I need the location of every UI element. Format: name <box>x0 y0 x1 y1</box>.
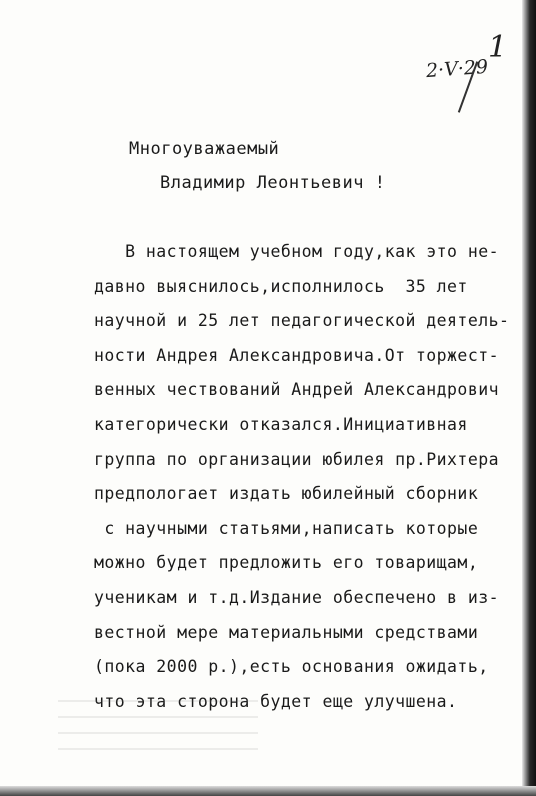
body-line: ученикам и т.д.Издание обеспечено в из- <box>94 587 499 607</box>
body-line: В настоящем учебном году,как это не- <box>94 242 499 261</box>
body-line: предпологает издать юбилейный сборник <box>94 484 479 504</box>
body-line: (пока 2000 р.),есть основания ожидать, <box>94 657 489 677</box>
scan-edge-bottom <box>0 786 536 796</box>
body-line: группа по организации юбилея пр.Рихтера <box>94 449 499 469</box>
body-line: категорически отказался.Инициативная <box>94 414 468 434</box>
scan-edge-right <box>522 0 536 796</box>
letter-body <box>94 242 514 726</box>
bleed-through-text <box>58 700 258 780</box>
body-line: с научными статьями,написать которые <box>94 518 479 538</box>
salutation-line-1: Многоуважаемый <box>129 139 280 159</box>
salutation-line-2: Владимир Леонтьевич ! <box>160 173 386 193</box>
body-line: что эта сторона будет еще улучшена. <box>94 691 458 711</box>
body-line: венных чествований Андрей Александрович <box>94 380 499 400</box>
body-line: давно выяснилось,исполнилось 35 лет <box>94 276 468 296</box>
body-line: вестной мере материальными средствами <box>94 622 479 642</box>
body-line: ности Андрея Александровича.От торжест- <box>94 345 499 365</box>
handwritten-date: 2·V·29 <box>425 55 489 83</box>
page-number: 1 <box>488 30 508 65</box>
body-line: научной и 25 лет педагогической деятель- <box>94 311 510 331</box>
body-line: можно будет предложить его товарищам, <box>94 553 479 573</box>
